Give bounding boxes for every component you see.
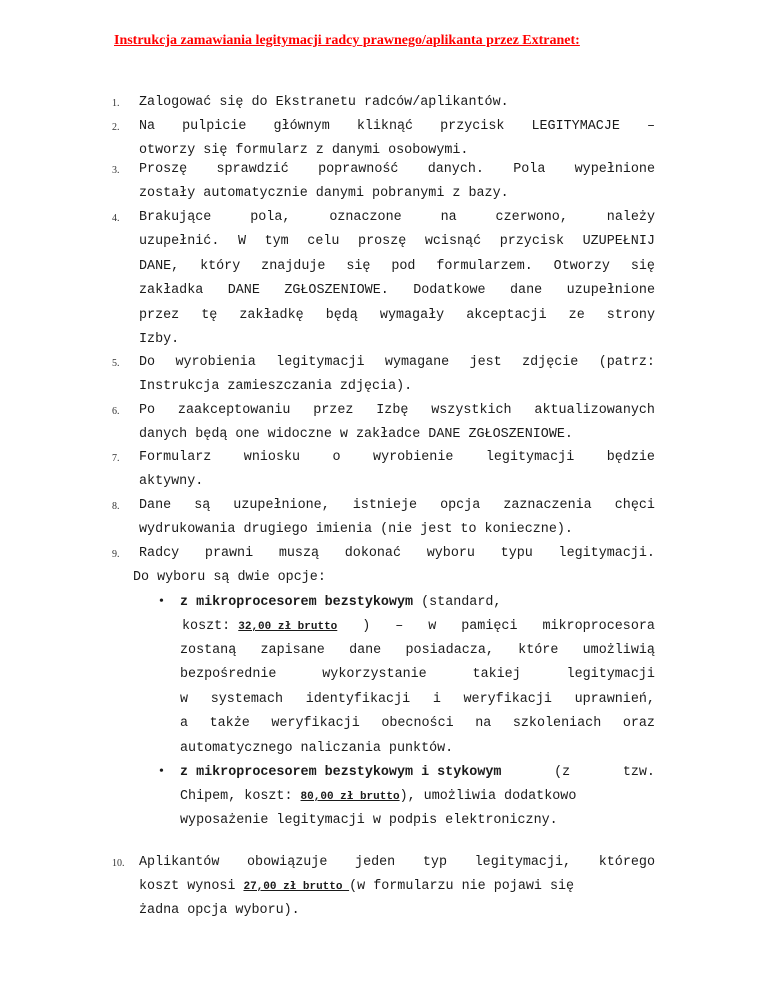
item-line: Do wyboru są dwie opcje: [133,570,326,586]
word: wyrobienie [373,450,454,465]
option-1-line [180,667,655,682]
word: tzw. [622,765,655,780]
item-line [139,162,655,177]
item-number: 8. [112,501,120,512]
word: Po [139,403,156,418]
word: ZGŁOSZENIOWE. [284,283,389,299]
word: chęci [614,498,655,513]
item-line: zostały automatycznie danymi pobranymi z bazy. [139,186,509,202]
word: czerwono, [495,210,568,225]
word: obecności [381,716,454,732]
word: opcja [440,498,481,513]
item-line: Izby. [139,332,180,347]
word: się [346,258,371,274]
word: Brakujące [139,210,212,225]
word: posiadacza, [405,643,494,658]
word: dane [349,643,382,658]
option-1-heading [180,595,501,610]
price-value: 27,00 zł brutto [243,881,350,893]
word: którego [598,855,655,870]
word: i [432,691,441,707]
word: Aplikantów [139,855,220,870]
item-number: 3. [112,165,120,176]
word: wymagane [384,355,450,370]
word: Otworzy [553,258,610,274]
word: uzupełnione [566,283,655,299]
word: poprawność [318,162,399,177]
word: wypełnione [574,162,655,177]
price-wrap [182,619,337,634]
word: wykorzystanie [322,667,427,683]
word: zostaną [180,643,237,658]
word: zakładkę [239,307,304,323]
word: legitymacji. [558,546,655,561]
word: w [180,691,189,707]
word: się [630,258,655,274]
word: LEGITYMACJE [531,119,620,134]
item-line: Instrukcja zamieszczania zdjęcia). [139,379,413,395]
word: na [475,716,492,732]
word: oraz [622,716,655,732]
word: ze [568,307,585,323]
item-line [139,234,655,249]
word: pola, [250,210,291,225]
word: jest [469,355,502,370]
word: na [440,210,457,225]
word: DANE [227,283,260,299]
price-after: ), umożliwia dodatkowo [399,789,577,804]
price-value: 80,00 zł brutto [300,791,400,803]
item-number: 7. [112,453,120,464]
word: istnieje [352,498,418,513]
word: są [194,498,211,513]
word: przez [313,403,354,418]
word: bezpośrednie [180,667,277,683]
word: zaakceptowaniu [177,403,291,418]
item-line [139,308,655,323]
word: wniosku [243,450,301,465]
word: takiej [472,667,521,683]
bullet-icon: • [159,764,164,779]
word: typu [500,546,533,561]
word: zdjęcie [522,355,579,370]
word: w [428,619,437,634]
word: będzie [606,450,655,465]
item-line [139,355,655,370]
option-1-line [180,716,655,731]
word: Do [139,355,156,370]
word: Pola [513,162,546,177]
bullet-icon: • [159,594,164,609]
word: wyrobienia [175,355,256,370]
word: oznaczone [329,210,402,225]
item-number: 5. [112,358,120,369]
price-after: (w formularzu nie pojawi się [349,879,575,894]
item-number: 10. [112,858,125,869]
word: (patrz: [598,355,655,370]
item-line [139,283,655,298]
option-2-line: wyposażenie legitymacji w podpis elektroniczny. [180,813,558,828]
item-number: 4. [112,213,120,224]
word: będą [325,307,358,323]
item-number: 2. [112,122,120,133]
item-line [139,855,655,870]
document-title: Instrukcja zamawiania legitymacji radcy prawnego/aplikanta przez Extranet: [114,33,580,48]
word: legitymacji [485,450,575,465]
item-line [139,403,655,418]
word: legitymacji, [474,855,572,870]
option-1-price-line [182,619,655,634]
word: wymagały [379,307,445,323]
price-label: koszt wynosi [139,879,244,894]
price-label: koszt: [182,619,239,634]
word: proszę [358,234,407,250]
word: DANE, [139,258,180,274]
word: tę [201,307,218,323]
word: W [237,234,246,250]
word: szkoleniach [512,716,602,732]
word: a [180,716,189,732]
word: głównym [273,119,330,134]
item-line [139,259,655,274]
word: dane [510,283,543,299]
item-line [139,210,655,225]
word: Formularz [139,450,212,465]
word: legitymacji [566,667,655,683]
word: – [646,119,655,134]
price-value: 32,00 zł brutto [238,621,338,633]
option-1-line: automatycznego naliczania punktów. [180,740,454,756]
word: legitymacji [276,355,365,370]
word: jeden [355,855,396,870]
item-line [139,546,655,561]
item-number: 1. [112,98,120,109]
item-line: wydrukowania drugiego imienia (nie jest to konieczne). [139,522,573,538]
word: Radcy [139,546,180,561]
word: muszą [278,546,320,561]
option-2-price-line [180,789,576,804]
word: sprawdzić [216,162,289,177]
word: typ [422,855,447,870]
option-1-line [180,692,655,707]
word: systemach [210,691,284,707]
word: kliknąć [356,119,414,134]
word: weryfikacji [463,691,552,707]
word: strony [606,307,655,323]
word: – [395,619,404,634]
item-line: żadna opcja wyboru). [139,903,300,918]
word: mikroprocesora [542,619,655,634]
word: które [518,643,559,658]
price-label: Chipem, koszt: [180,789,301,804]
word: weryfikacji [271,716,360,732]
word: akceptacji [466,307,547,323]
word: pod [391,258,416,274]
item-10-price-line [139,879,574,894]
word: aktualizowanych [534,403,655,418]
word: prawni [204,546,254,561]
word: celu [307,234,340,250]
option-1-line [180,643,655,658]
option-2-heading [180,765,655,780]
item-line: danych będą one widoczne w zakładce DANE ZGŁOSZENIOWE. [139,427,573,443]
word: Izbę [376,403,409,418]
item-line [139,450,655,465]
word: Dodatkowe [413,283,486,299]
item-line: aktywny. [139,474,204,490]
word: wszystkich [431,403,512,418]
word: przez [139,307,180,323]
word: pamięci [461,619,518,634]
item-line [139,498,655,513]
item-number: 6. [112,406,120,417]
word: przycisk [499,234,564,250]
word: Dane [139,498,172,513]
word: uzupełnić. [139,234,220,250]
item-line: Zalogować się do Ekstranetu radców/aplikantów. [139,95,509,110]
word: identyfikacji [305,691,411,707]
word: formularzem. [436,258,533,274]
item-line [139,119,655,134]
word: umożliwią [582,643,655,658]
word: tym [264,234,289,250]
word: należy [606,210,655,225]
word: (z [554,765,571,780]
item-number: 9. [112,549,120,560]
word: ) [362,619,371,634]
word: dokonać [344,546,401,561]
word: zaznaczenia [503,498,592,513]
word: zapisane [260,643,325,658]
option-2-name: z mikroprocesorem bezstykowym i stykowym [180,765,502,780]
word: zakładka [139,283,204,299]
word: znajduje [261,258,326,274]
word: o [332,450,341,465]
word: UZUPEŁNIJ [582,234,655,250]
word: obowiązuje [247,855,328,870]
word: Na [139,119,156,134]
item-line: otworzy się formularz z danymi osobowymi. [139,143,469,159]
option-1-note: (standard, [413,595,502,610]
option-1-name: z mikroprocesorem bezstykowym [180,595,414,610]
word: który [200,258,241,274]
word: wcisnąć [424,234,482,250]
word: uprawnień, [574,691,655,707]
word: danych. [427,162,484,177]
word: Proszę [139,162,188,177]
word: uzupełnione, [233,498,330,513]
word: przycisk [440,119,505,134]
word: wyboru [426,546,475,561]
word: pulpicie [182,119,247,134]
word: także [209,716,250,732]
